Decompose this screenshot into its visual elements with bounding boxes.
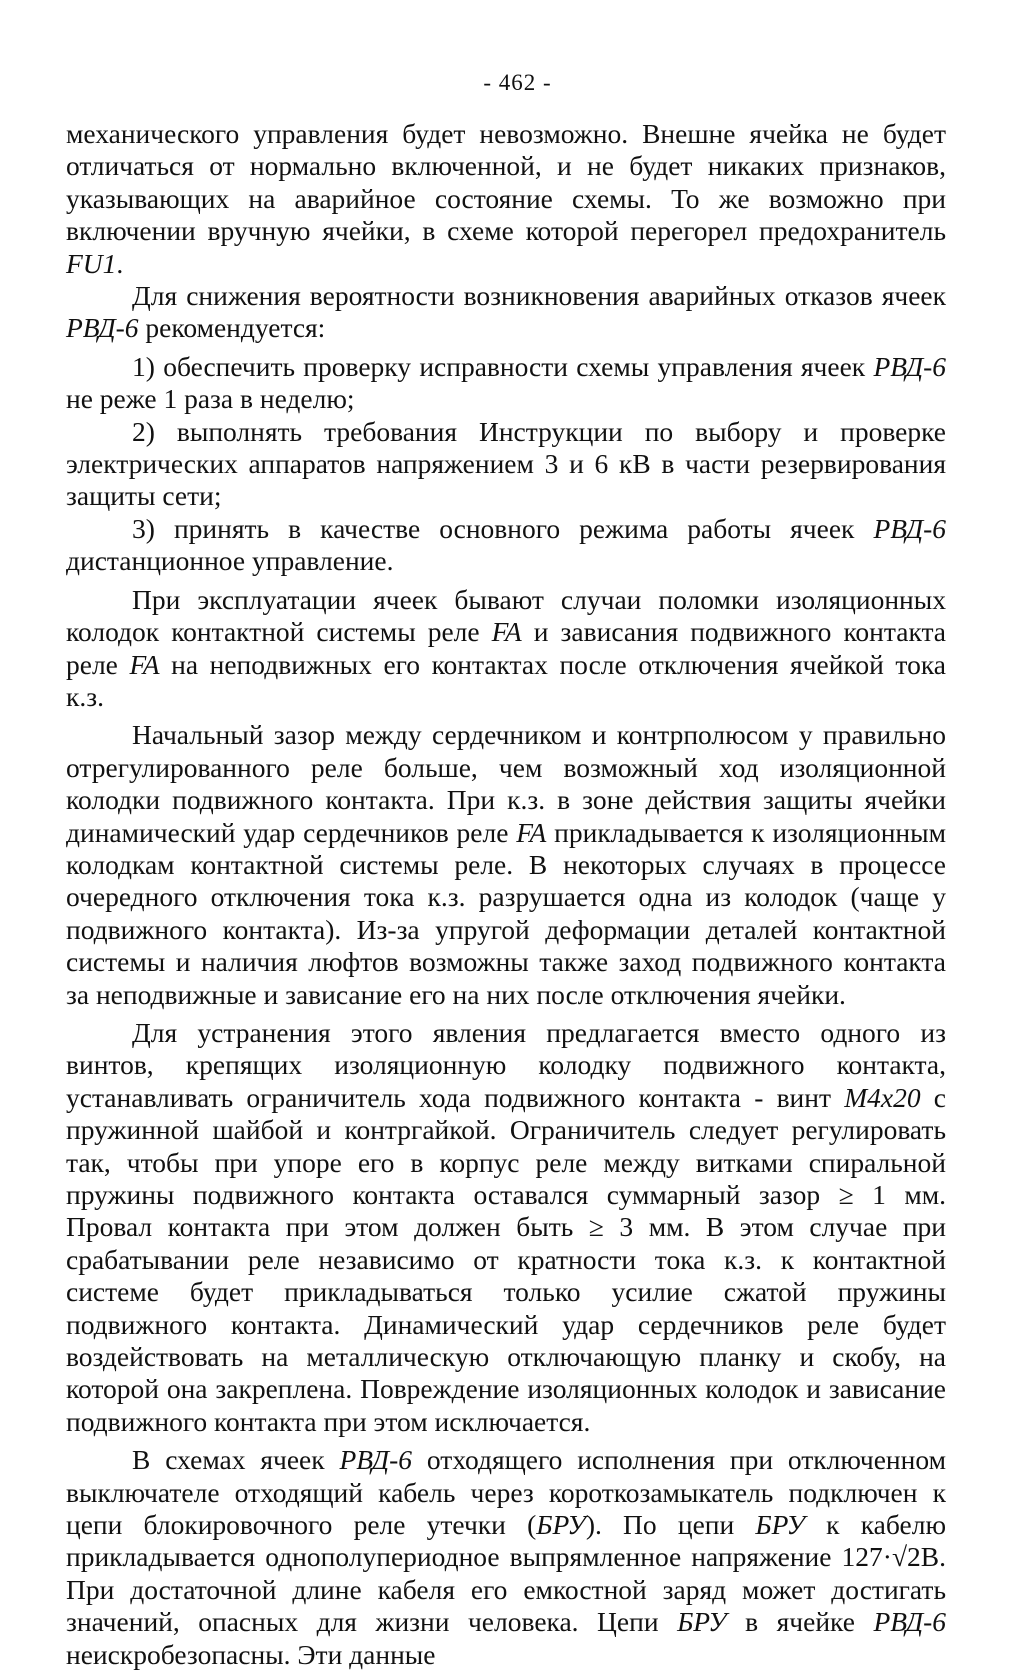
text-run: Для устранения этого явления предлагается вместо одного из винтов, крепящих изоляционную колодку подвижного контакта, устанавливать ограничитель хода подвижного контакта - винт — [66, 1016, 946, 1113]
text-run: ). По цепи — [585, 1509, 756, 1541]
text-run: Начальный зазор между сердечником и контрполюсом у правильно отрегулированного реле больше, чем возможный ход изоляционной колодки подвижного контакта. При к.з. в зоне действия защиты ячейки динамический удар сердечников реле — [66, 719, 946, 848]
paragraph-1 — [66, 118, 946, 280]
paragraph-7 — [66, 719, 946, 1011]
italic-term: M4x20 — [844, 1081, 921, 1113]
italic-term: РВД-6 — [873, 1606, 946, 1638]
italic-term: FA — [491, 616, 522, 648]
italic-term: БРУ — [677, 1606, 727, 1638]
text-run: и зависания подвижного контакта реле — [66, 616, 946, 680]
formula: 127·√2В — [841, 1541, 940, 1573]
paragraph-3 — [66, 351, 946, 416]
text-run: Для снижения вероятности возникновения аварийных отказов ячеек — [132, 280, 946, 312]
text-run: дистанционное управление. — [66, 545, 394, 577]
paragraph-4 — [66, 416, 946, 513]
text-run: отходящего исполнения при отключенном выключателе отходящий кабель через короткозамыкатель подключен к цепи блокировочного реле утечки ( — [66, 1444, 946, 1541]
text-run: к кабелю прикладывается однополупериодное выпрямленное напряжение — [66, 1509, 946, 1573]
paragraph-6 — [66, 584, 946, 714]
italic-term: БРУ — [536, 1509, 586, 1541]
paragraph-5 — [66, 513, 946, 578]
page-number: - 462 - — [483, 70, 552, 95]
text-run: не реже 1 раза в неделю; — [66, 383, 355, 415]
italic-term: FU1 — [66, 247, 117, 279]
italic-term: FA — [516, 816, 547, 848]
text-run: на неподвижных его контактах после отключения ячейкой тока к.з. — [66, 648, 946, 712]
text-run: . При достаточной длине кабеля его емкостной заряд может достигать значений, опасных для жизни человека. Цепи — [66, 1541, 946, 1638]
text-run: 2) выполнять требования Инструкции по выбору и проверке электрических аппаратов напряжением 3 и 6 кВ в части резервирования защиты сети; — [66, 415, 946, 512]
paragraph-2 — [66, 280, 946, 345]
italic-term: РВД-6 — [873, 350, 946, 382]
italic-term: РВД-6 — [339, 1444, 413, 1476]
body-text — [66, 118, 946, 1671]
text-run: прикладывается к изоляционным колодкам контактной системы реле. В некоторых случаях в процессе очередного отключения тока к.з. разрушается одна из колодок (чаще у подвижного контакта). Из-за упругой деформации деталей контактной системы и наличия люфтов возможны также заход подвижного контакта за неподвижные и зависание его на них после отключения ячейки. — [66, 816, 947, 1010]
text-run: В схемах ячеек — [132, 1444, 340, 1476]
text-run: 3) принять в качестве основного режима работы ячеек — [132, 512, 874, 544]
paragraph-8 — [66, 1017, 946, 1438]
italic-term: РВД-6 — [66, 312, 139, 344]
text-run: 1) обеспечить проверку исправности схемы управления ячеек — [132, 350, 874, 382]
paragraph-9 — [66, 1444, 946, 1671]
italic-term: РВД-6 — [873, 512, 946, 544]
italic-term: FA — [129, 648, 160, 680]
text-run: При эксплуатации ячеек бывают случаи поломки изоляционных колодок контактной системы реле — [66, 583, 946, 648]
text-run: с пружинной шайбой и контргайкой. Ограничитель следует регулировать так, чтобы при упоре его в корпус реле между витками спиральной пружины подвижного контакта оставался суммарный зазор ≥ 1 мм. Провал контакта при этом должен быть ≥ 3 мм. В этом случае при срабатывании реле независимо от кратности тока к.з. к контактной системе будет прикладываться только усилие сжатой пружины подвижного контакта. Динамический удар сердечников реле будет воздействовать на металлическую отключающую планку и скобу, на которой она закреплена. Повреждение изоляционных колодок и зависание подвижного контакта при этом исключается. — [66, 1081, 946, 1437]
text-run: механического управления будет невозможно. Внешне ячейка не будет отличаться от нормально включенной, и не будет никаких признаков, указывающих на аварийное состояние схемы. То же возможно при включении вручную ячейки, в схеме которой перегорел предохранитель — [66, 118, 946, 247]
text-run: рекомендуется: — [138, 312, 326, 344]
text-run: в ячейке — [726, 1606, 874, 1638]
text-run: . — [116, 247, 124, 279]
italic-term: БРУ — [755, 1509, 805, 1541]
text-run: неискробезопасны. Эти данные — [66, 1638, 436, 1670]
